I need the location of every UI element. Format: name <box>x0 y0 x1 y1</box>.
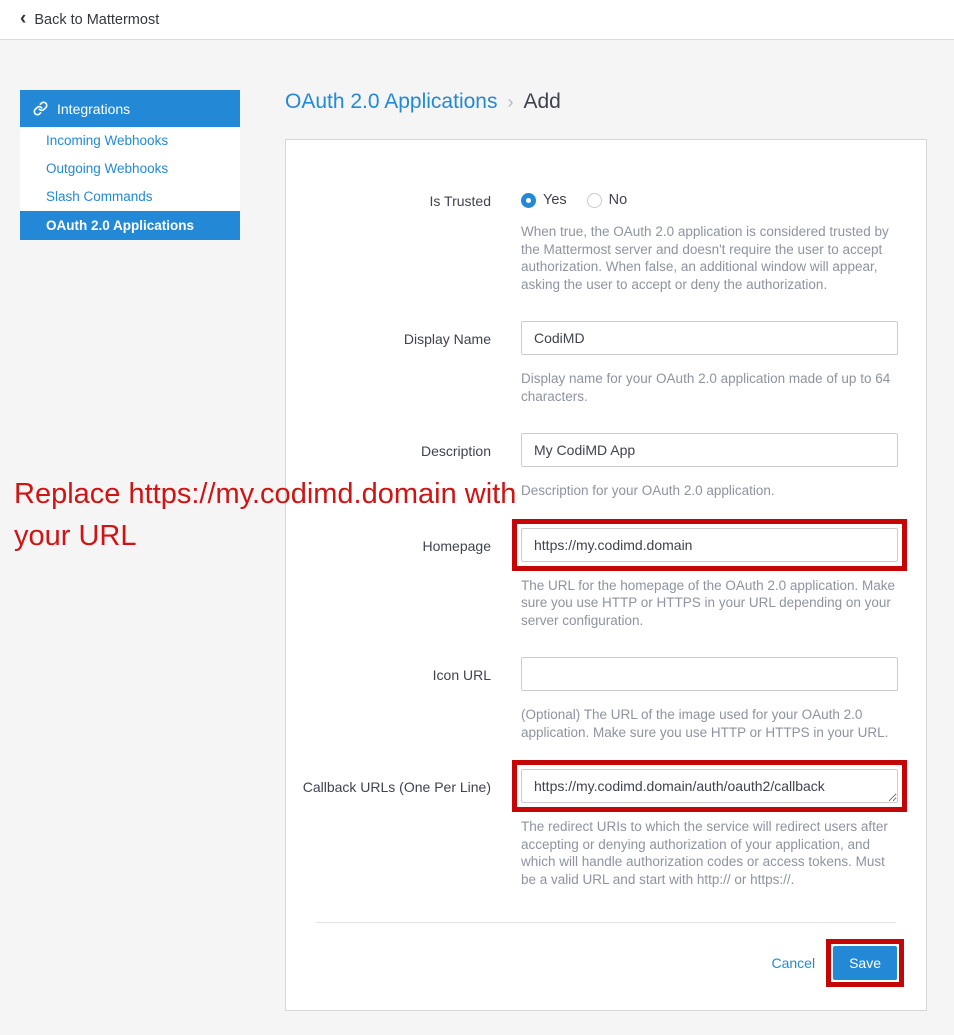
is-trusted-help: When true, the OAuth 2.0 application is considered trusted by the Mattermost server and doesn't require the user to accept authorization. When false, an additional window will appear, asking the user to accept or deny the authorization. <box>521 224 889 292</box>
sidebar-header-label: Integrations <box>57 100 131 117</box>
top-bar <box>0 0 954 40</box>
oauth-add-form-panel <box>285 139 927 1011</box>
cancel-button[interactable]: Cancel <box>771 955 816 971</box>
is-trusted-label: Is Trusted <box>429 193 491 209</box>
sidebar-header-integrations[interactable] <box>20 90 240 127</box>
breadcrumb-parent-link[interactable]: OAuth 2.0 Applications <box>285 90 498 113</box>
annotation-replace-url-note: Replace https://my.codimd.domain with your URL <box>14 478 517 552</box>
is-trusted-radio-group <box>521 189 898 208</box>
display-name-row <box>286 321 926 405</box>
breadcrumb-separator-icon: › <box>507 92 514 112</box>
save-button[interactable]: Save <box>833 946 897 980</box>
form-footer <box>286 923 926 980</box>
is-trusted-no-label[interactable]: No <box>608 192 628 208</box>
display-name-label: Display Name <box>403 331 491 347</box>
display-name-help: Display name for your OAuth 2.0 application made of up to 64 characters. <box>521 371 891 404</box>
sidebar-menu <box>20 127 240 240</box>
integrations-sidebar <box>20 90 240 240</box>
callback-urls-label: Callback URLs (One Per Line) <box>302 779 491 795</box>
icon-url-label: Icon URL <box>432 667 491 683</box>
homepage-label: Homepage <box>422 537 491 554</box>
icon-url-input[interactable] <box>521 657 898 691</box>
link-icon <box>33 101 48 116</box>
page-title: Add <box>523 90 561 113</box>
is-trusted-yes-radio[interactable] <box>521 193 536 208</box>
sidebar-item-outgoing-webhooks[interactable]: Outgoing Webhooks <box>46 161 169 176</box>
homepage-highlight-box <box>512 519 907 571</box>
description-help: Description for your OAuth 2.0 application. <box>521 483 775 498</box>
callback-urls-help: The redirect URIs to which the service will redirect users after accepting or denying authorization of your application, and which will handle authorization codes or access tokens. Must be a valid URL and start with http:// or https://. <box>521 819 888 887</box>
callback-urls-row <box>286 769 926 888</box>
icon-url-row <box>286 657 926 741</box>
callback-urls-textarea[interactable] <box>521 769 898 803</box>
back-chevron-icon: ‹ <box>20 8 27 29</box>
is-trusted-row <box>286 189 926 293</box>
description-label: Description <box>420 443 491 459</box>
is-trusted-yes-label[interactable]: Yes <box>543 192 567 208</box>
back-to-mattermost-link[interactable] <box>20 8 160 29</box>
sidebar-item-incoming-webhooks[interactable]: Incoming Webhooks <box>46 133 169 148</box>
homepage-input[interactable] <box>521 528 898 562</box>
save-highlight-box <box>826 939 904 987</box>
sidebar-item-oauth-applications[interactable]: OAuth 2.0 Applications <box>20 211 240 240</box>
icon-url-help: (Optional) The URL of the image used for your OAuth 2.0 application. Make sure you use HTTP or HTTPS in your URL. <box>521 707 889 740</box>
breadcrumb <box>285 90 561 114</box>
display-name-input[interactable] <box>521 321 898 355</box>
back-link-label: Back to Mattermost <box>34 11 160 28</box>
homepage-help: The URL for the homepage of the OAuth 2.0 application. Make sure you use HTTP or HTTPS in your URL depending on your server configuration. <box>521 577 895 628</box>
description-input[interactable] <box>521 433 898 467</box>
callback-urls-highlight-box <box>512 760 907 812</box>
is-trusted-no-radio[interactable] <box>587 193 602 208</box>
sidebar-item-slash-commands[interactable]: Slash Commands <box>46 189 153 204</box>
